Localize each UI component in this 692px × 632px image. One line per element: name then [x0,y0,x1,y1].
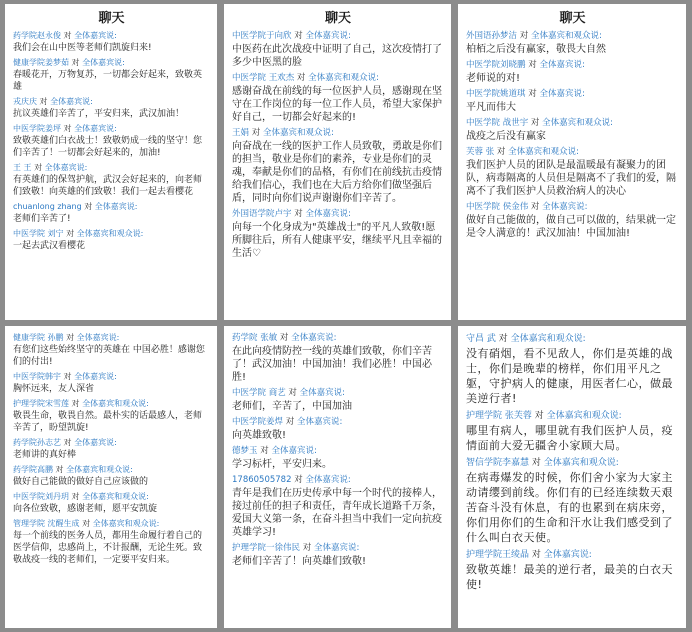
to-label: 对 [302,543,312,553]
to-label: 对 [82,519,91,528]
message-header [232,208,444,221]
message-header [13,332,210,344]
sender-name[interactable]: 王 王 [13,163,32,172]
recipient-label[interactable]: 全体嘉宾和观众说: [308,73,379,83]
message-header [13,491,210,503]
chat-message [466,59,679,85]
message-header [232,30,444,43]
message-header [466,332,679,346]
to-label: 对 [71,399,80,408]
message-header [13,96,210,108]
message-text: 敬畏生命，敬畏自然。最朴实的话最感人，老师辛苦了，盼望凯旋! [13,411,203,433]
chat-panel-2 [224,4,451,320]
recipient-label[interactable]: 全体嘉宾说: [74,372,117,381]
sender-name[interactable]: 中医学院刘丹玥 [13,492,69,501]
message-text: 做好自己能做的，做自己可以做的，结果就一定是令人满意的！武汉加油！中国加油! [466,215,676,239]
chat-message [13,96,210,120]
to-label: 对 [498,334,508,344]
recipient-label[interactable]: 全体嘉宾说: [313,543,360,553]
to-label: 对 [279,333,289,343]
message-header [13,437,210,449]
chat-message [13,398,210,434]
sender-name[interactable]: 戎庆庆 [13,97,37,106]
recipient-label[interactable]: 全体嘉宾说: [305,31,351,41]
recipient-label[interactable]: 全体嘉宾说: [542,202,588,212]
recipient-label[interactable]: 全体嘉宾说: [82,58,125,67]
message-text: 没有硝烟，看不见敌人，你们是英雄的战士，你们是晚辈的榜样，你们用平凡之躯，守护病人的健康，用医者仁心，做最美逆行者! [466,347,673,405]
to-label: 对 [84,202,93,211]
message-text: 向奋战在一线的医护工作人员致敬，勇敢是你们的担当，敬业是你们的素养，专业是你们的灵魂，奉献是你们的品格，有你们在前线抗击疫情给我们信心，我们也在大后方给你们做坚强后盾，同时向你们说声谢谢你们辛苦了。 [232,141,442,204]
chat-message [466,548,679,592]
message-header [466,117,679,130]
message-header [466,456,679,470]
chat-message [466,409,679,453]
message-text: 胸怀远来，友人深省 [13,384,95,394]
to-label: 对 [530,202,540,212]
sender-name[interactable]: 中医学院 刘宁 [13,229,64,238]
sender-name[interactable]: 中医学院 侯金伟 [466,202,529,212]
sender-name[interactable]: 17860505782 [232,475,292,485]
chat-message [232,474,444,539]
chat-message [232,416,444,442]
chat-message [232,72,444,124]
message-list [232,332,444,568]
message-text: 在病毒爆发的时候，你们舍小家为大家主动请缨到前线。你们有的已经连续数天艰苦奋斗没有休息，有的也累到在病床旁，你们用你们的生命和汗水让我们感受到了什么叫白衣天使。 [466,471,673,544]
chat-message [13,332,210,368]
message-text: 平凡而伟大 [466,102,516,113]
chat-message [13,518,210,566]
recipient-label[interactable]: 全体嘉宾和观众说: [82,399,149,408]
to-label: 对 [294,209,303,219]
sender-name[interactable]: 中医学院 商艺 [232,388,286,398]
recipient-label[interactable]: 全体嘉宾说: [539,89,585,99]
message-text: 老师说的对! [466,73,521,84]
recipient-label[interactable]: 全体嘉宾说: [543,550,592,560]
message-header [13,30,210,42]
message-text: 春暖花开，万物复苏，一切都会好起来，致敬英雄 [13,70,203,92]
chat-message [466,456,679,545]
sender-name[interactable]: 护理学院 张芙蓉 [466,411,532,421]
recipient-label[interactable]: 全体嘉宾说: [74,31,117,40]
message-header [13,201,210,213]
to-label: 对 [294,475,303,485]
to-label: 对 [63,31,72,40]
to-label: 对 [63,372,72,381]
message-header [13,398,210,410]
message-header [13,518,210,530]
recipient-label[interactable]: 全体嘉宾和观众说: [66,465,133,474]
chat-message [13,57,210,93]
message-header [13,228,210,240]
message-header [13,57,210,69]
to-label: 对 [66,229,75,238]
recipient-label[interactable]: 全体嘉宾说: [44,163,88,172]
sender-name[interactable]: 中医学院姚道琪 [466,89,526,99]
sender-name[interactable]: 中医学院韩宇 [13,372,61,381]
sender-name[interactable]: 药学院赵永俊 [13,31,61,40]
to-label: 对 [66,333,75,342]
sender-name[interactable]: 外国语孙梦洁 [466,31,518,41]
sender-name[interactable]: 中医学院于向欣 [232,31,292,41]
to-label: 对 [285,417,295,427]
to-label: 对 [71,58,80,67]
recipient-label[interactable]: 全体嘉宾和观众说: [510,334,586,344]
recipient-label[interactable]: 全体嘉宾说: [271,446,317,456]
message-header [13,371,210,383]
sender-name[interactable]: 中医学院 战世宇 [466,118,529,128]
chat-message [13,371,210,395]
chat-message [232,208,444,260]
message-header [232,542,444,555]
chat-message [232,127,444,205]
chat-message [13,228,210,252]
to-label: 对 [528,89,537,99]
recipient-label[interactable]: 全体嘉宾说: [539,60,585,70]
message-text: 学习标杆，平安归来。 [232,459,332,470]
message-text: 致敬英雄们白衣战士！致敬奶成一线的坚守！您们辛苦了！一切都会好起来的，加油! [13,136,203,158]
message-text: 老师们，辛苦了，中国加油 [232,401,352,412]
to-label: 对 [55,465,64,474]
chat-message [232,387,444,413]
recipient-label[interactable]: 全体嘉宾说: [74,124,117,133]
message-header [232,445,444,458]
message-text: 老师们辛苦了！向英雄们致敬! [232,556,367,567]
sender-name[interactable]: 护理学院一徐伟民 [232,543,301,553]
recipient-label[interactable]: 全体嘉宾说: [74,438,117,447]
chat-message [13,30,210,54]
chat-message [13,437,210,461]
chat-message [466,30,679,56]
to-label: 对 [288,388,297,398]
message-text: 青年是我们在历史传承中每一个时代的接棒人，接过前任的担子和责任，青年成长道路千万条，爱国大义第一条，在奋斗担当中我们一定向抗疫英雄学习! [232,488,442,538]
to-label: 对 [63,124,72,133]
message-header [232,416,444,429]
to-label: 对 [294,31,303,41]
to-label: 对 [531,458,541,468]
to-label: 对 [71,492,80,501]
sender-name[interactable]: 药学院孙志艺 [13,438,61,447]
message-text: 有英雄们的保驾护航，武汉会好起来的，向老师们致敬！向英雄的们致敬！我们一起去看樱花 [13,175,203,197]
message-text: 哪里有病人，哪里就有我们医护人员，疫情面前大爱无疆舍小家顾大局。 [466,424,673,452]
chat-message [232,445,444,471]
recipient-label[interactable]: 全体嘉宾说: [50,97,93,106]
sender-name[interactable]: 中医学院姜坪 [13,124,61,133]
chat-message [13,123,210,159]
sender-name[interactable]: 守昌 武 [466,334,496,344]
message-text: 老师们辛苦了! [13,214,71,224]
message-header [466,146,679,159]
to-label: 对 [528,60,537,70]
message-header [232,72,444,85]
chat-message [13,464,210,488]
sender-name[interactable]: 健康学院 孙鹏 [13,333,64,342]
message-text: 老师讲的真好棒 [13,450,77,460]
sender-name[interactable]: 健康学院姜梦茹 [13,58,69,67]
to-label: 对 [63,438,72,447]
message-list [232,30,444,260]
message-text: 我们会在山中医等老师们凯旋归来! [13,43,152,53]
chat-message [466,88,679,114]
sender-name[interactable]: 芙蓉 张 [466,147,495,157]
chat-message [13,162,210,198]
chat-panel-3 [458,4,686,320]
message-list [466,332,679,592]
message-text: 中医药在此次战疫中证明了自己，这次疫情打了多少中医黑的脸 [232,44,442,68]
message-header [466,201,679,214]
chat-panel-6 [458,326,686,628]
message-header [232,474,444,487]
message-text: 我们医护人员的团队是最温暖最有凝聚力的团队，病毒隔离的人员但是隔离不了我们的爱，隔离不了我们医护人员救治病人的决心 [466,160,676,197]
message-header [466,59,679,72]
chat-message [13,201,210,225]
chat-panel-5 [224,326,451,628]
to-label: 对 [496,147,506,157]
chat-message [232,30,444,69]
message-header [13,162,210,174]
recipient-label[interactable]: 全体嘉宾和观众说: [530,31,602,41]
to-label: 对 [39,97,48,106]
recipient-label[interactable]: 全体嘉宾和观众说: [92,519,160,528]
message-header [466,88,679,101]
sender-name[interactable]: 药学院 张敏 [232,333,278,343]
message-text: 一起去武汉看樱花 [13,241,86,251]
message-header [466,30,679,43]
chat-message [466,146,679,198]
sender-name[interactable]: 药学院高鹏 [13,465,53,474]
recipient-label[interactable]: 全体嘉宾和观众说: [542,118,613,128]
recipient-label[interactable]: 全体嘉宾和观众说: [508,147,579,157]
message-header [13,464,210,476]
sender-name[interactable]: 中医学院姜焊 [232,417,284,427]
recipient-label[interactable]: 全体嘉宾说: [296,417,343,427]
panel-title: 聊天 [559,11,586,26]
to-label: 对 [534,411,544,421]
sender-name[interactable]: chuanlong zhang [13,202,82,211]
recipient-label[interactable]: 全体嘉宾和观众说: [546,411,622,421]
recipient-label[interactable]: 全体嘉宾说: [76,333,120,342]
to-label: 对 [530,118,540,128]
sender-name[interactable]: 智信学院李嘉慧 [466,458,530,468]
chat-message [13,491,210,515]
sender-name[interactable]: 王娟 [232,128,250,138]
message-text: 抗议英雄们辛苦了，平安归来，武汉加油！ [13,109,185,119]
message-text: 向各位致敬，感谢老师，愿平安凯旋 [13,504,158,514]
to-label: 对 [296,73,306,83]
recipient-label[interactable]: 全体嘉宾说: [305,209,351,219]
message-text: 做好自己能做的做好自己应该做的 [13,477,149,487]
sender-name[interactable]: 护理学院宋雪莲 [13,399,69,408]
recipient-label[interactable]: 全体嘉宾说: [305,475,351,485]
chat-message [466,201,679,240]
to-label: 对 [531,550,541,560]
message-text: 向英雄致敬! [232,430,287,441]
sender-name[interactable]: 管理学院 沈醒生成 [13,519,80,528]
message-header [466,548,679,562]
recipient-label[interactable]: 全体嘉宾说: [94,202,138,211]
sender-name[interactable]: 中医学院刘晓鹏 [466,60,526,70]
to-label: 对 [260,446,269,456]
recipient-label[interactable]: 全体嘉宾和观众说: [262,128,334,138]
message-text: 致敬英雄！最美的逆行者，最美的白衣天使! [466,563,673,591]
recipient-label[interactable]: 全体嘉宾和观众说: [82,492,149,501]
message-list [13,332,210,566]
chat-panel-1 [5,4,217,320]
panel-title: 聊天 [324,11,351,26]
message-list [13,30,210,252]
message-header [232,127,444,140]
message-text: 每一个前线的医务人员，都用生命履行着自己的医学信仰，忠感尚上，不计报酬，无论生死。致敬战疫一线的老师们，一定要平安归来。 [13,531,203,565]
message-text: 感谢奋战在前线的每一位医护人员，感谢现在坚守在工作岗位的每一位工作人员，希望大家保护好自己，一切都会好起来的! [232,86,442,123]
panel-title: 聊天 [98,11,125,26]
message-header [232,332,444,345]
chat-message [466,117,679,143]
message-text: 有您们这些始终坚守的英雄在 中国必胜！感谢您们的付出! [13,345,205,367]
to-label: 对 [34,163,43,172]
recipient-label[interactable]: 全体嘉宾和观众说: [543,458,619,468]
chat-message [232,332,444,384]
chat-message [232,542,444,568]
to-label: 对 [519,31,529,41]
sender-name[interactable]: 外国语学院卢宇 [232,209,292,219]
message-header [13,123,210,135]
recipient-label[interactable]: 全体嘉宾和观众说: [76,229,144,238]
sender-name[interactable]: 德梦玉 [232,446,258,456]
chat-panel-4 [5,326,217,628]
recipient-label[interactable]: 全体嘉宾说: [291,333,337,343]
message-text: 柏栢之后没有赢家，敬畏大自然 [466,44,606,55]
message-list [466,30,679,240]
sender-name[interactable]: 护理学院王绫晶 [466,550,530,560]
message-text: 向每一个化身成为"英雄战士"的平凡人致敬!愿所脚往后，所有人健康平安，继续平凡且幸福的生活♡ [232,222,442,259]
message-text: 战疫之后没有赢家 [466,131,546,142]
recipient-label[interactable]: 全体嘉宾说: [299,388,345,398]
message-text: 在此向疫情防控一线的英雄们致敬，你们辛苦了！武汉加油！中国加油！我们必胜！中国必胜! [232,346,432,383]
sender-name[interactable]: 中医学院 王欢杰 [232,73,295,83]
message-header [232,387,444,400]
to-label: 对 [251,128,261,138]
chat-message [466,332,679,406]
message-header [466,409,679,423]
